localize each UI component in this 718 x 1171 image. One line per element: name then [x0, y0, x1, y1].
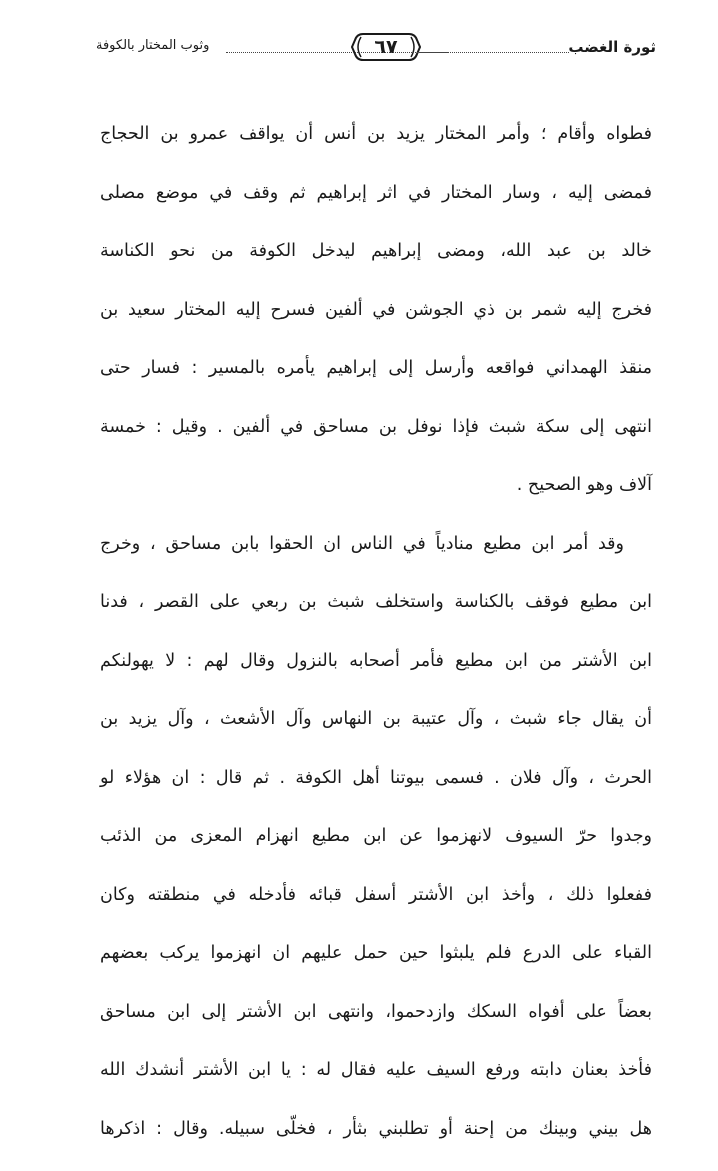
- text-line: ابن مطيع فوقف بالكناسة واستخلف شبث بن ربعي على القصر ، فدنا: [100, 586, 652, 645]
- text-line: فأخذ بعنان دابته ورفع السيف عليه فقال له : يا ابن الأشتر أنشدك الله: [100, 1054, 652, 1113]
- text-line: هل بيني وبينك من إحنة أو تطلبني بثأر ، فخلّى سبيله. وقال : اذكرها: [100, 1113, 652, 1171]
- text-line: ابن الأشتر من ابن مطيع فأمر أصحابه بالنزول وقال لهم : لا يهولنكم: [100, 645, 652, 704]
- text-line: منقذ الهمداني فواقعه وأرسل إلى إبراهيم يأمره بالمسير : فسار حتى: [100, 352, 652, 411]
- section-title: وثوب المختار بالكوفة: [96, 38, 209, 53]
- text-line: آلاف وهو الصحيح .: [100, 469, 652, 528]
- page-header: [96, 30, 656, 64]
- text-line: القباء على الدرع فلم يلبثوا حين حمل عليهم ان انهزموا يركب بعضهم: [100, 937, 652, 996]
- text-line: الحرث ، وآل فلان . فسمى بيوتنا أهل الكوفة . ثم قال : ان هؤلاء لو: [100, 762, 652, 821]
- text-line: فطواه وأقام ؛ وأمر المختار يزيد بن أنس أن يواقف عمرو بن الحجاج: [100, 118, 652, 177]
- page-number-ornament: [351, 30, 421, 64]
- text-line: وجدوا حرّ السيوف لانهزموا عن ابن مطيع انهزام المعزى من الذئب: [100, 820, 652, 879]
- text-line: أن يقال جاء شبث ، وآل عتيبة بن النهاس وآل الأشعث ، وآل يزيد بن: [100, 703, 652, 762]
- book-title: ثورة الغضب: [568, 38, 656, 56]
- body-text: [100, 118, 652, 1171]
- text-line: بعضاً على أفواه السكك وازدحموا، وانتهى ابن الأشتر إلى ابن مساحق: [100, 996, 652, 1055]
- header-dotted-leader-left: [226, 52, 448, 53]
- text-line: فخرج إليه شمر بن ذي الجوشن في ألفين فسرح إليه المختار سعيد بن: [100, 294, 652, 353]
- page-number: ٦٧: [351, 36, 421, 58]
- text-line: انتهى إلى سكة شبث فإذا نوفل بن مساحق في ألفين . وقيل : خمسة: [100, 411, 652, 470]
- text-line: ففعلوا ذلك ، وأخذ ابن الأشتر أسفل قبائه فأدخله في منطقته وكان: [100, 879, 652, 938]
- text-line: وقد أمر ابن مطيع منادياً في الناس ان الحقوا بابن مساحق ، وخرج: [100, 528, 652, 587]
- text-line: فمضى إليه ، وسار المختار في اثر إبراهيم ثم وقف في موضع مصلى: [100, 177, 652, 236]
- text-line: خالد بن عبد الله، ومضى إبراهيم ليدخل الكوفة من نحو الكناسة: [100, 235, 652, 294]
